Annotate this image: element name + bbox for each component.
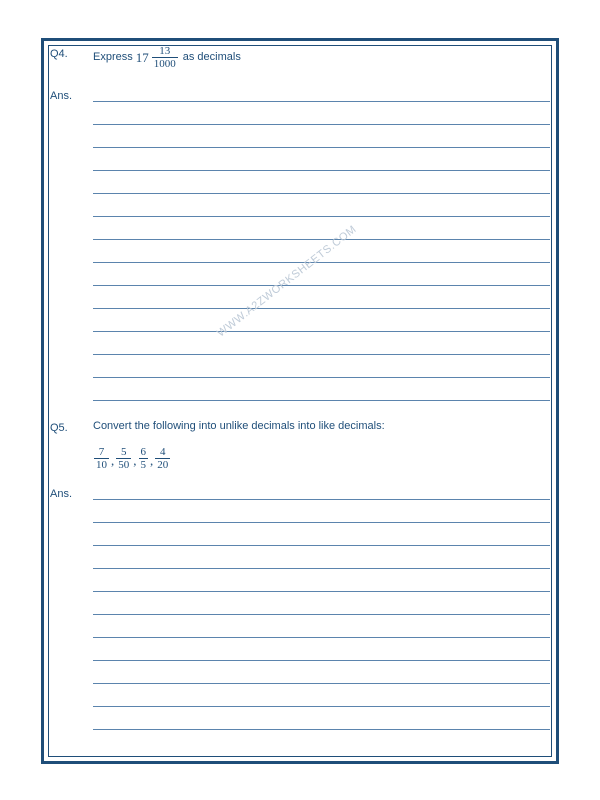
- fraction-numerator: 6: [140, 445, 146, 458]
- fraction-denominator: 10: [96, 458, 107, 471]
- fraction-q5-3: [139, 446, 149, 472]
- answer-line[interactable]: [93, 194, 550, 217]
- answer-line[interactable]: [93, 487, 550, 500]
- answer-line[interactable]: [93, 661, 550, 684]
- fraction-denominator: 5: [140, 458, 146, 471]
- answer-line[interactable]: [93, 240, 550, 263]
- fraction-numerator: 4: [160, 445, 166, 458]
- answer-line[interactable]: [93, 592, 550, 615]
- answer-line[interactable]: [93, 171, 550, 194]
- fraction-separator: ,: [150, 453, 154, 469]
- answer-line[interactable]: [93, 569, 550, 592]
- answer-line[interactable]: [93, 638, 550, 661]
- question-label-q4: Q4.: [50, 48, 68, 60]
- fraction-denominator: 50: [118, 458, 130, 471]
- answer-line[interactable]: [93, 125, 550, 148]
- answer-line[interactable]: [93, 286, 550, 309]
- answer-line[interactable]: [93, 148, 550, 171]
- answer-line[interactable]: [93, 263, 550, 286]
- answer-line[interactable]: [93, 355, 550, 378]
- answer-line[interactable]: [93, 217, 550, 240]
- fraction-numerator: 7: [98, 445, 105, 458]
- fraction-separator: ,: [133, 453, 137, 469]
- fraction-denominator: 20: [157, 458, 169, 471]
- fraction-numerator-q4: 13: [159, 45, 171, 57]
- question-text-q4-after: as decimals: [182, 51, 241, 64]
- fraction-q4: [152, 45, 178, 71]
- answer-line[interactable]: [93, 684, 550, 707]
- section-spacer: [50, 401, 550, 419]
- question-block-q4: [50, 45, 550, 401]
- answer-line[interactable]: [93, 615, 550, 638]
- question-row-q4: [50, 45, 550, 71]
- fraction-q5-2: [116, 446, 131, 472]
- watermark-text: WWW.A2ZWORKSHEETS.COM: [215, 223, 359, 340]
- answer-line[interactable]: [93, 523, 550, 546]
- fraction-list-q5: [93, 446, 550, 472]
- question-text-q5: Convert the following into unlike decimals into like decimals:: [93, 419, 385, 432]
- answer-line[interactable]: [93, 546, 550, 569]
- answer-label-q5: Ans.: [50, 488, 73, 501]
- answer-row-q5: [50, 487, 550, 730]
- fraction-q5-1: [94, 446, 109, 472]
- answer-row-q4: [50, 89, 550, 401]
- question-text-q4-before: Express: [93, 51, 133, 64]
- answer-lines-q4[interactable]: [93, 89, 550, 401]
- fraction-separator: ,: [111, 453, 115, 469]
- question-row-q5: [50, 419, 550, 436]
- answer-line[interactable]: [93, 500, 550, 523]
- fraction-denominator-q4: 1000: [153, 58, 176, 71]
- answer-line[interactable]: [93, 332, 550, 355]
- fraction-numerator: 5: [121, 445, 127, 458]
- answer-lines-q5[interactable]: [93, 487, 550, 730]
- question-text-q4: [93, 45, 241, 71]
- worksheet-content: [50, 45, 550, 757]
- answer-line[interactable]: [93, 707, 550, 730]
- question-block-q5: [50, 419, 550, 731]
- answer-line[interactable]: [93, 309, 550, 332]
- fraction-q5-4: [155, 446, 170, 472]
- answer-line[interactable]: [93, 102, 550, 125]
- question-label-q5: Q5.: [50, 421, 68, 434]
- answer-line[interactable]: [93, 89, 550, 102]
- answer-line[interactable]: [93, 378, 550, 401]
- answer-label-q4: Ans.: [50, 89, 73, 102]
- mixed-number-whole-q4: 17: [135, 50, 149, 66]
